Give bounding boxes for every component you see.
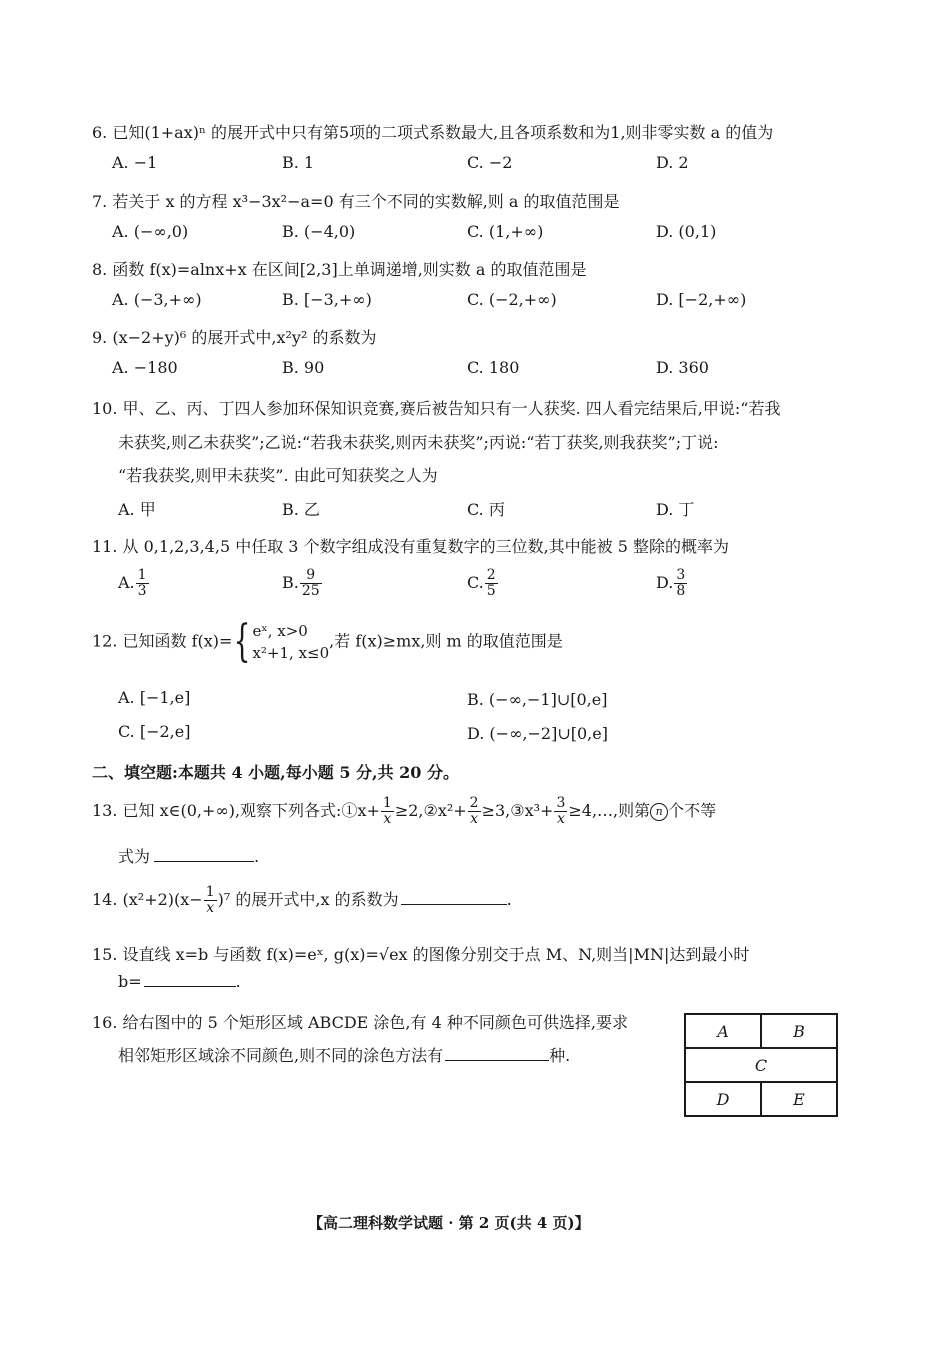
q12-option-b: B. (−∞,−1]∪[0,e] bbox=[467, 690, 608, 709]
q14-answer-blank[interactable] bbox=[401, 888, 507, 905]
q15-answer-blank[interactable] bbox=[144, 970, 236, 987]
denominator: 3 bbox=[137, 583, 147, 599]
q11-option-d-fraction bbox=[674, 568, 687, 599]
question-14 bbox=[92, 885, 512, 916]
q9-option-d: D. 360 bbox=[656, 358, 709, 377]
denominator: x bbox=[383, 811, 392, 827]
q12-option-d: D. (−∞,−2]∪[0,e] bbox=[467, 724, 608, 743]
region-e: E bbox=[793, 1089, 805, 1109]
q13-answer-blank[interactable] bbox=[154, 845, 254, 862]
q11-option-a-label: A. bbox=[118, 573, 135, 592]
denominator: x bbox=[206, 900, 215, 916]
q10-option-c: C. 丙 bbox=[467, 500, 505, 519]
numerator: 2 bbox=[486, 567, 496, 583]
q13-part-1: 13. 已知 x∈(0,+∞),观察下列各式:①x+ bbox=[92, 801, 380, 820]
q12-piecewise bbox=[252, 620, 329, 664]
q12-option-c: C. [−2,e] bbox=[118, 722, 191, 741]
denominator: 25 bbox=[301, 583, 320, 599]
q7-option-d: D. (0,1) bbox=[656, 222, 717, 241]
q8-option-b: B. [−3,+∞) bbox=[282, 290, 372, 309]
denominator: 5 bbox=[486, 583, 496, 599]
question-9-stem: 9. (x−2+y)⁶ 的展开式中,x²y² 的系数为 bbox=[92, 328, 377, 347]
q11-option-d-label: D. bbox=[656, 573, 674, 592]
q12-case-2: x²+1, x≤0 bbox=[252, 644, 330, 662]
question-15-line-1: 15. 设直线 x=b 与函数 f(x)=eˣ, g(x)=√ex 的图像分别交于点 M、N,则当|MN|达到最小时 bbox=[92, 945, 750, 964]
region-a: A bbox=[686, 1015, 762, 1049]
q14-fraction bbox=[204, 885, 217, 916]
denominator: x bbox=[470, 811, 479, 827]
q16-answer-blank[interactable] bbox=[445, 1044, 549, 1061]
region-c: C bbox=[686, 1049, 836, 1083]
question-6-stem: 6. 已知(1+ax)ⁿ 的展开式中只有第5项的二项式系数最大,且各项系数和为1,则非零实数 a 的值为 bbox=[92, 123, 774, 142]
q13-part-3: ≥3,③x³+ bbox=[481, 801, 554, 820]
q12-prefix: 12. 已知函数 f(x)= bbox=[92, 631, 233, 651]
numerator: 3 bbox=[556, 795, 566, 811]
q7-option-a: A. (−∞,0) bbox=[112, 222, 189, 241]
region-b: B bbox=[762, 1015, 836, 1049]
q9-option-c: C. 180 bbox=[467, 358, 520, 377]
question-11-stem: 11. 从 0,1,2,3,4,5 中任取 3 个数字组成没有重复数字的三位数,其中能被 5 整除的概率为 bbox=[92, 537, 730, 556]
q8-option-d: D. [−2,+∞) bbox=[656, 290, 747, 309]
numerator: 3 bbox=[676, 567, 686, 583]
question-7-stem: 7. 若关于 x 的方程 x³−3x²−a=0 有三个不同的实数解,则 a 的取值范围是 bbox=[92, 192, 620, 211]
q7-option-b: B. (−4,0) bbox=[282, 222, 356, 241]
q14-part-2: )⁷ 的展开式中,x 的系数为 bbox=[217, 890, 399, 909]
q14-part-1: 14. (x²+2)(x− bbox=[92, 890, 203, 909]
q11-option-c-fraction bbox=[485, 568, 498, 599]
q10-option-d: D. 丁 bbox=[656, 500, 695, 519]
question-10-line-3: “若我获奖,则甲未获奖”. 由此可知获奖之人为 bbox=[118, 466, 438, 485]
page-footer: 【高二理科数学试题 · 第 2 页(共 4 页)】 bbox=[308, 1214, 590, 1232]
q15-period: . bbox=[235, 972, 241, 991]
q8-option-a: A. (−3,+∞) bbox=[112, 290, 202, 309]
question-8-stem: 8. 函数 f(x)=alnx+x 在区间[2,3]上单调递增,则实数 a 的取值范围是 bbox=[92, 260, 587, 279]
q13-fraction-2 bbox=[468, 796, 481, 827]
q11-option-b bbox=[282, 568, 323, 599]
denominator: x bbox=[556, 811, 565, 827]
q11-option-a-fraction bbox=[136, 568, 149, 599]
q6-option-a: A. −1 bbox=[112, 153, 158, 172]
numerator: 1 bbox=[382, 795, 392, 811]
question-16-line-1: 16. 给右图中的 5 个矩形区域 ABCDE 涂色,有 4 种不同颜色可供选择,要求 bbox=[92, 1013, 628, 1032]
question-16-line-2 bbox=[118, 1043, 570, 1066]
q8-option-c: C. (−2,+∞) bbox=[467, 290, 557, 309]
q10-option-b: B. 乙 bbox=[282, 500, 320, 519]
question-13-line-2 bbox=[118, 844, 259, 867]
numerator: 2 bbox=[469, 795, 479, 811]
q13-part-4: ≥4,…,则第 bbox=[568, 801, 651, 820]
q16-suffix: 种. bbox=[549, 1046, 571, 1065]
q11-option-a bbox=[118, 568, 150, 599]
q13-part-5: 个不等 bbox=[668, 801, 717, 820]
numerator: 9 bbox=[300, 568, 322, 584]
q11-option-c bbox=[467, 568, 499, 599]
numerator: 1 bbox=[137, 567, 147, 583]
coloring-regions-figure bbox=[684, 1013, 838, 1117]
q11-option-b-label: B. bbox=[282, 573, 299, 592]
q11-option-b-fraction bbox=[300, 568, 322, 599]
q10-option-a: A. 甲 bbox=[118, 500, 156, 519]
q15-line-2-text: b= bbox=[118, 972, 142, 991]
q12-option-a: A. [−1,e] bbox=[118, 688, 191, 707]
q13-line-2-text: 式为 bbox=[118, 847, 151, 866]
q13-period: . bbox=[254, 847, 260, 866]
region-d: D bbox=[686, 1083, 762, 1115]
q9-option-a: A. −180 bbox=[112, 358, 178, 377]
q13-part-2: ≥2,②x²+ bbox=[394, 801, 467, 820]
q7-option-c: C. (1,+∞) bbox=[467, 222, 544, 241]
q11-option-c-label: C. bbox=[467, 573, 484, 592]
question-10-line-2: 未获奖,则乙未获奖”;乙说:“若我未获奖,则丙未获奖”;丙说:“若丁获奖,则我获奖”;丁说: bbox=[118, 433, 719, 452]
section-2-heading: 二、填空题:本题共 4 小题,每小题 5 分,共 20 分。 bbox=[92, 763, 460, 782]
q6-option-d: D. 2 bbox=[656, 153, 689, 172]
q14-period: . bbox=[506, 890, 512, 909]
question-13-line-1 bbox=[92, 796, 716, 827]
q12-case-1: eˣ, x>0 bbox=[252, 622, 308, 640]
q13-fraction-1 bbox=[381, 796, 394, 827]
q9-option-b: B. 90 bbox=[282, 358, 325, 377]
q6-option-c: C. −2 bbox=[467, 153, 513, 172]
q12-suffix: ,若 f(x)≥mx,则 m 的取值范围是 bbox=[329, 631, 563, 651]
denominator: 8 bbox=[676, 583, 686, 599]
circled-n-icon: n bbox=[650, 803, 668, 821]
left-brace-icon: { bbox=[234, 616, 251, 667]
q16-line-2-text: 相邻矩形区域涂不同颜色,则不同的涂色方法有 bbox=[118, 1046, 444, 1065]
numerator: 1 bbox=[205, 884, 215, 900]
question-12-stem bbox=[92, 616, 563, 667]
q11-option-d bbox=[656, 568, 688, 599]
question-15-line-2 bbox=[118, 970, 241, 991]
q6-option-b: B. 1 bbox=[282, 153, 315, 172]
question-10-line-1: 10. 甲、乙、丙、丁四人参加环保知识竞赛,赛后被告知只有一人获奖. 四人看完结果后,甲说:“若我 bbox=[92, 399, 781, 418]
q13-fraction-3 bbox=[554, 796, 567, 827]
